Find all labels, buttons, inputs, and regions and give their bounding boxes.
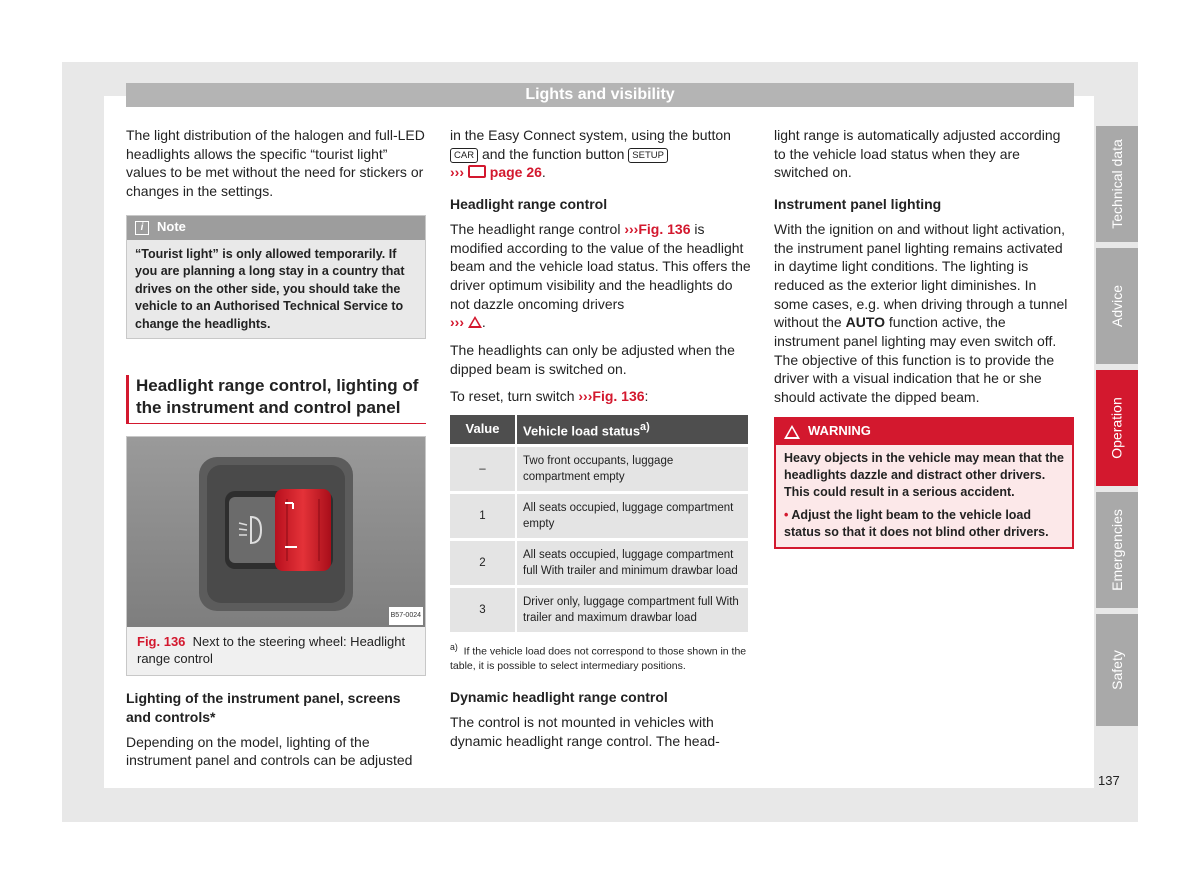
tab-label: Advice — [1109, 284, 1125, 328]
figure-label: Fig. 136 — [137, 634, 186, 650]
tab-emergencies[interactable] — [1096, 492, 1138, 608]
intro-paragraph: The light distribution of the halogen and full-LED headlights allows the specific “tourist light” values to be met without the need for stickers or changes in the settings. — [126, 127, 425, 200]
warning-icon — [784, 425, 800, 439]
panel-lighting-paragraph — [774, 220, 1074, 407]
setup-key-icon: SETUP — [628, 148, 668, 163]
fig-ref-link[interactable]: Fig. 136 — [638, 220, 691, 237]
warning-body — [776, 445, 1072, 547]
dipped-paragraph: The headlights can only be adjusted when the dipped beam is switched on. — [450, 342, 735, 377]
chapter-header: Lights and visibility — [126, 83, 1074, 107]
reset-text: To reset, turn switch — [450, 388, 575, 405]
book-reference-icon — [468, 165, 486, 178]
table-cell-status: All seats occupied, luggage compartment empty — [516, 492, 749, 539]
bullet-icon: • — [784, 507, 789, 522]
warning-bullet-text: Adjust the light beam to the vehicle load status so that it does not blind other drivers. — [784, 507, 1049, 539]
range-paragraph: The headlight range control ›››Fig. 136 is modified according to the value of the headlight beam and the vehicle load status. This offers the driver optimum visibility and the headlights do not dazzle oncoming drivers ››› . — [450, 220, 751, 331]
dynamic-heading: Dynamic headlight range control — [450, 689, 668, 706]
table-cell-value: – — [450, 445, 516, 492]
note-header — [127, 216, 425, 240]
figure-136 — [126, 436, 426, 676]
load-status-table — [450, 415, 750, 632]
table-cell-value: 3 — [450, 586, 516, 632]
switch-illustration — [127, 437, 425, 627]
reset-paragraph: To reset, turn switch ›››Fig. 136: — [450, 388, 649, 405]
function-button-text: and the function button — [481, 145, 625, 162]
table-row — [450, 586, 749, 632]
column-header-status — [516, 415, 749, 445]
warning-text: Heavy objects in the vehicle may mean that the headlights dazzle and distract other drivers. This could result in a serious accident. — [784, 450, 1064, 499]
table-footnote — [450, 640, 752, 675]
page-number: 137 — [1098, 773, 1120, 788]
tab-advice[interactable] — [1096, 248, 1138, 364]
tab-label: Emergencies — [1109, 509, 1126, 591]
column-header-value: Value — [450, 415, 516, 445]
table-row — [450, 492, 749, 539]
note-label: Note — [157, 219, 186, 235]
warning-header — [776, 419, 1072, 445]
table-cell-value: 1 — [450, 492, 516, 539]
range-heading: Headlight range control — [450, 196, 608, 213]
footnote-mark: a) — [450, 641, 458, 652]
section-title: Headlight range control, lighting of the instrument and control panel — [126, 375, 426, 424]
reset-fig-ref-link[interactable]: Fig. 136 — [592, 388, 645, 405]
figure-caption — [127, 627, 425, 675]
fig-ref-arrows: ››› — [624, 220, 639, 237]
lighting-subheading: Lighting of the instrument panel, screens and controls* — [126, 690, 401, 726]
note-box — [126, 215, 426, 340]
warning-triangle-icon — [468, 316, 482, 328]
easy-connect-text: in the Easy Connect system, using the button — [450, 127, 731, 143]
table-cell-status: Two front occupants, luggage compartment empty — [516, 445, 749, 492]
panel-text-start: With the ignition on and without light activation, the instrument panel lighting remains activated in daytime light conditions. The lighting is reduced as the exterior light diminishes. In some cases, e.g. when driving through a tunnel without the — [774, 220, 1068, 331]
figure-caption-text: Next to the steering wheel: Headlight range control — [137, 634, 406, 667]
footnote-text: If the vehicle load does not correspond to those shown in the table, it is possible to select intermediary positions. — [450, 645, 747, 673]
car-key-icon: CAR — [450, 148, 478, 163]
panel-lighting-heading: Instrument panel lighting — [774, 196, 942, 213]
status-header-footnote-mark: a) — [640, 420, 650, 433]
table-row — [450, 445, 749, 492]
column-2 — [450, 126, 752, 759]
column-1 — [126, 126, 426, 779]
continued-paragraph: light range is automatically adjusted according to the vehicle load status when they are switched on. — [774, 127, 1061, 181]
page-ref-arrows: ››› — [450, 164, 464, 181]
headlight-range-switch-image — [127, 437, 425, 627]
table-cell-status: All seats occupied, luggage compartment full With trailer and minimum drawbar load — [516, 539, 749, 586]
column-3 — [774, 126, 1074, 549]
table-cell-value: 2 — [450, 539, 516, 586]
page-ref-link[interactable]: page 26 — [489, 164, 542, 181]
range-text-start: The headlight range control — [450, 220, 621, 237]
table-row — [450, 539, 749, 586]
panel-text-end: function active, the instrument panel lighting may even switch off. The objective of this function is to provide the driver with a visual indication that he or she should activate the dipped beam. — [774, 314, 1057, 406]
dynamic-paragraph: The control is not mounted in vehicles with dynamic headlight range control. The head- — [450, 713, 720, 749]
auto-label: AUTO — [845, 314, 886, 331]
table-cell-status: Driver only, luggage compartment full With trailer and maximum drawbar load — [516, 586, 749, 632]
range-text-end: is modified according to the value of the headlight beam and the vehicle load status. This offers the driver optimum visibility and the headlights do not dazzle oncoming drivers — [450, 220, 751, 312]
reset-ref-arrows: ››› — [578, 388, 593, 405]
warning-ref-arrows: ››› — [450, 314, 464, 331]
lighting-paragraph: Depending on the model, lighting of the instrument panel and controls can be adjusted — [126, 733, 413, 769]
status-header-text: Vehicle load status — [523, 423, 641, 439]
tab-operation[interactable] — [1096, 370, 1138, 486]
note-text: “Tourist light” is only allowed temporarily. If you are planning a long stay in a country that drives on the other side, you should take the vehicle to an Authorised Technical Service to change the headlights. — [127, 240, 425, 339]
warning-box — [774, 417, 1074, 549]
easy-connect-paragraph: in the Easy Connect system, using the button CAR and the function button SETUP ››› page 26. — [450, 127, 731, 181]
tab-label: Technical data — [1109, 139, 1126, 229]
warning-bullet — [784, 507, 1064, 541]
info-icon: i — [135, 221, 149, 235]
tab-label: Safety — [1108, 650, 1125, 690]
tab-label: Operation — [1109, 397, 1126, 459]
tab-technical-data[interactable] — [1096, 126, 1138, 242]
figure-code: B57-0024 — [389, 607, 423, 626]
warning-label: WARNING — [808, 423, 871, 439]
table-header-row — [450, 415, 749, 445]
tab-safety[interactable] — [1096, 614, 1138, 726]
